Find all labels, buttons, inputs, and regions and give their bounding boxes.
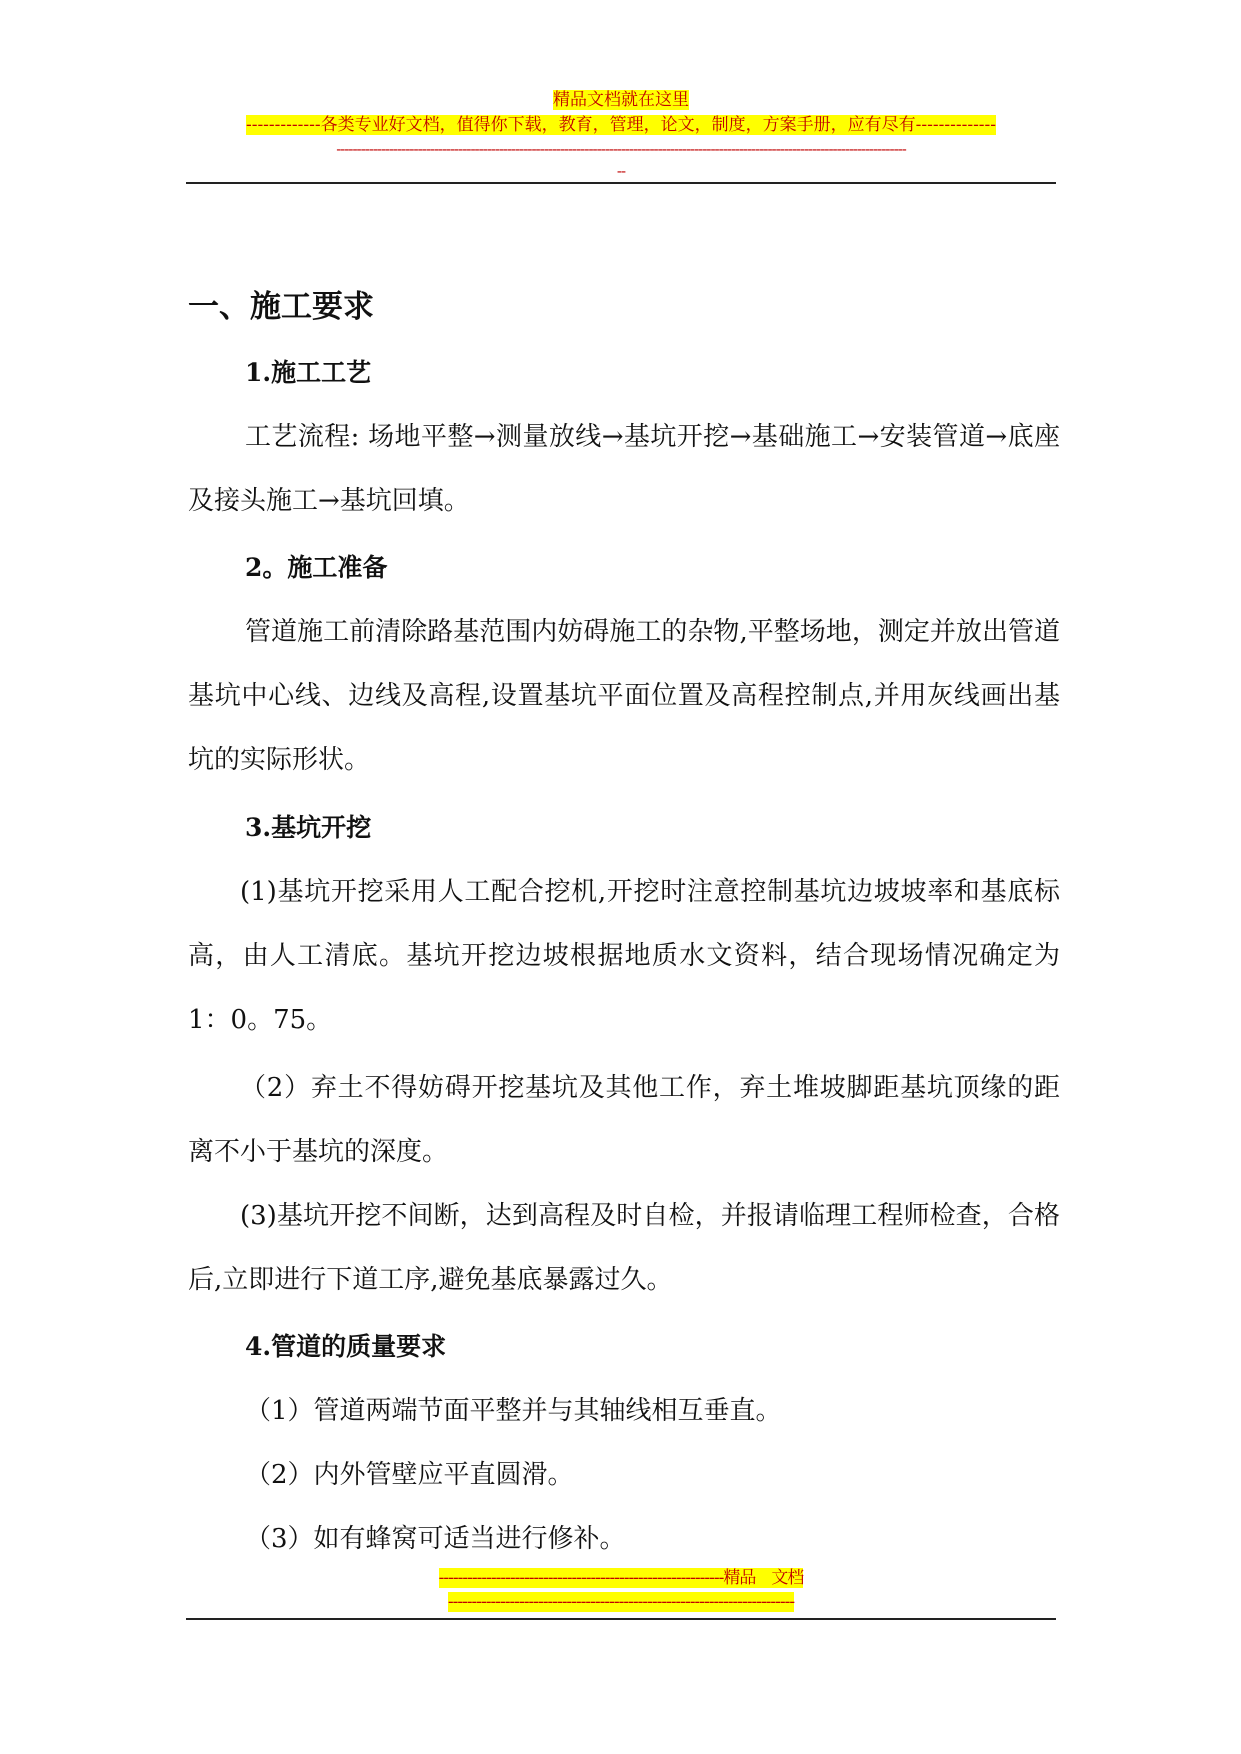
subsection-title-3: 3.基坑开挖 <box>245 813 372 842</box>
paragraph-excavation-2: （2）弃土不得妨碍开挖基坑及其他工作，弃土堆坡脚距基坑顶缘的距离不小于基坑的深度。 <box>188 1073 1060 1167</box>
footer-line-1-wrap <box>186 1568 1056 1589</box>
section-heading: 一、施工要求 <box>188 289 374 325</box>
list-item: （3）如有蜂窝可适当进行修补。 <box>245 1524 626 1554</box>
list-item: （1）管道两端节面平整并与其轴线相互垂直。 <box>245 1396 782 1426</box>
subsection-title-1: 1.施工工艺 <box>245 358 372 387</box>
header-dashes-2: -- <box>616 162 626 180</box>
header-title-wrap <box>186 90 1056 111</box>
header-rule <box>186 182 1056 184</box>
footer-line-2-wrap <box>186 1592 1056 1613</box>
paragraph-process-flow: 工艺流程: 场地平整→测量放线→基坑开挖→基础施工→安装管道→底座及接头施工→基坑回填。 <box>188 422 1060 516</box>
subsection-title-4: 4.管道的质量要求 <box>245 1332 447 1361</box>
footer-rule <box>186 1618 1056 1620</box>
paragraph-excavation-3: (3)基坑开挖不间断，达到高程及时自检，并报请临理工程师检查，合格后,立即进行下道工序,避免基底暴露过久。 <box>188 1201 1060 1295</box>
paragraph-excavation-1: (1)基坑开挖采用人工配合挖机,开挖时注意控制基坑边坡坡率和基底标高，由人工清底。基坑开挖边坡根据地质水文资料，结合现场情况确定为1：0。75。 <box>188 877 1060 1035</box>
subsection-title-2: 2。施工准备 <box>245 553 388 582</box>
footer-line-1: ------------------------------------------------------------精品 文档 <box>438 1568 804 1588</box>
header-banner: -------------各类专业好文档，值得你下载，教育，管理，论文，制度，方案手册，应有尽有-------------- <box>245 115 997 135</box>
header-banner-wrap <box>186 115 1056 136</box>
footer-line-2: ------------------------------------------------------------------------- <box>447 1592 795 1612</box>
paragraph-preparation: 管道施工前清除路基范围内妨碍施工的杂物,平整场地，测定并放出管道基坑中心线、边线及高程,设置基坑平面位置及高程控制点,并用灰线画出基坑的实际形状。 <box>188 617 1060 775</box>
list-item: （2）内外管壁应平直圆滑。 <box>245 1460 574 1490</box>
header-title: 精品文档就在这里 <box>553 90 689 110</box>
header-dashes-1: -------------------------------------------------------------------------------------------------------------------------------------------- <box>336 140 906 158</box>
